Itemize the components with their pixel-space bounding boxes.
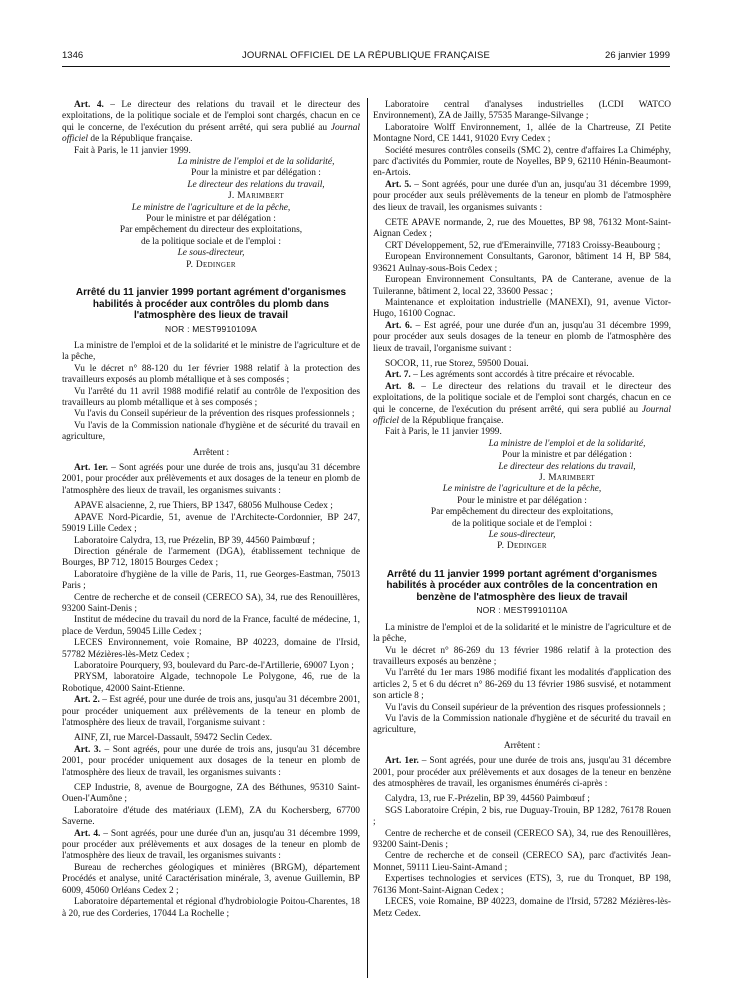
list-item: APAVE Nord-Picardie, 51, avenue de l'Architecte-Cordonnier, BP 247, 59019 Lille Cedex ; [62,512,360,535]
page-number: 1346 [62,50,84,61]
list-item: SGS Laboratoire Crépin, 2 bis, rue Duguay-Trouin, BP 1282, 76178 Rouen ; [373,805,671,828]
article-5: Art. 5. – Sont agréés, pour une durée d'un an, jusqu'au 31 décembre 1999, pour procéder aux seuls prélèvements de la teneur en plomb de l'atmosphère des lieux de travail, les organismes suivants : [373,179,672,213]
article-5-list [373,218,671,321]
nor-reference: NOR : MEST9910109A [165,323,257,334]
list-item: Centre de recherche et de conseil (CERECO SA), 34, rue des Renouillères, 93200 Saint-Denis ; [373,828,671,851]
list-item: Laboratoire Pourquery, 93, boulevard du Parc-de-l'Artillerie, 69007 Lyon ; [74,660,354,671]
list-item: Calydra, 13, rue F.-Prézelin, BP 39, 44560 Paimbœuf ; [385,794,590,805]
article-6: Art. 6. – Est agréé, pour une durée d'un an, jusqu'au 31 décembre 1999, pour procéder aux seuls dosages de la teneur en plomb de l'atmosphère des lieux de travail, l'organisme suivant : [373,320,671,354]
arretent: Arrêtent : [503,740,541,751]
list-item: Société mesures contrôles conseils (SMC 2), centre d'affaires La Chiméphy, parc d'activités du Pommier, route de Noyelles, BP 9, 62110 Hénin-Beaumont-en-Artois. [373,145,671,179]
list-item: Laboratoire départemental et régional d'hydrobiologie Poitou-Charentes, 18 à 20, rue des Corderies, 17044 La Rochelle ; [62,897,360,919]
list-item: CRT Développement, 52, rue d'Emerainville, 77183 Croissy-Beaubourg ; [385,240,661,251]
article-8: Art. 8. – Le directeur des relations du travail et le directeur des exploitations, de la politique sociale et de l'emploi sont chargés, chacun en ce qui le concerne, de l'exécution du présent arrêté, qui sera publié au Journal officiel de la République française. [373,381,671,426]
list-item: SOCOR, 11, rue Storez, 59500 Douai. [385,358,529,369]
article-4: Art. 4. – Sont agréés, pour une durée d'un an, jusqu'au 31 décembre 1999, pour procéder aux prélèvements et aux dosages de la teneur en plomb de l'atmosphère des lieux de travail, les organismes suivants : [62,828,361,862]
list-item: Expertises technologies et services (ETS), 3, rue du Tronquet, BP 198, 76136 Mont-Saint-Aignan Cedex ; [373,874,671,896]
list-item: Laboratoire d'hygiène de la ville de Paris, 11, rue Georges-Eastman, 75013 Paris ; [62,569,360,592]
list-item: Centre de recherche et de conseil (CERECO SA), 34, rue des Renouillères, 93200 Saint-Denis ; [62,592,360,614]
journal-title: JOURNAL OFFICIEL DE LA RÉPUBLIQUE FRANÇAISE [241,50,491,61]
list-item: LECES Environnement, voie Romaine, BP 40223, domaine de l'Irsid, 57782 Mézières-lès-Metz Cedex ; [62,638,360,660]
left-column [62,100,360,920]
article-1-list [373,794,671,919]
list-item: AINF, ZI, rue Marcel-Dassault, 59472 Seclin Cedex. [74,733,273,744]
right-column [373,100,671,920]
column-divider [367,98,368,978]
list-item: Laboratoire Wolff Environnement, 1, allée de la Chartreuse, ZI Petite Montagne Nord, CE 1441, 91020 Evry Cedex ; [373,122,671,145]
article-1-list [62,501,360,695]
signature-block-1: La ministre de l'emploi et de la solidarité, Pour la ministre et par délégation : Le directeur des relations du travail, J. Marimbert Le ministre de l'agriculture et de la pêche, Pour le ministre et par délégation : Par empêchement du directeur des exploitations, de la politique sociale et de l'emploi : Le sous-directeur, P. Dedinger [119,157,335,270]
article-2: Art. 2. – Est agréé, pour une durée de trois ans, jusqu'au 31 décembre 2001, pour procéder uniquement aux prélèvements de la teneur en plomb de l'atmosphère des lieux de travail, l'organisme suivant : [62,695,360,728]
article-7: Art. 7. – Les agréments sont accordés à titre précaire et révocable. [385,370,635,381]
list-item: Laboratoire d'étude des matériaux (LEM), ZA du Kochersberg, 67700 Saverne. [62,805,360,828]
list-item: CETE APAVE normande, 2, rue des Mouettes, BP 98, 76132 Mont-Saint-Aignan Cedex ; [373,218,671,240]
header-rule [62,66,670,67]
preamble: La ministre de l'emploi et de la solidarité et le ministre de l'agriculture et de la pêche, Vu le décret n° 88-120 du 1er février 1988 relatif à la protection des travailleurs exposés au plomb métallique et à ses composés ; Vu l'arrêté du 11 avril 1988 modifié relatif au contrôle de l'exposition des travailleurs au plomb métallique et à ses composés ; Vu l'avis du Conseil supérieur de la prévention des risques professionnels ; Vu l'avis de la Commission nationale d'hygiène et de sécurité du travail en agriculture, [62,341,360,443]
list-item: European Environnement Consultants, Garonor, bâtiment 14 H, BP 584, 93621 Aulnay-sous-Bois Cedex ; [373,252,671,274]
decree-title-lead: Arrêté du 11 janvier 1999 portant agrément d'organismes habilités à procéder aux contrôles du plomb dans l'atmosphère des lieux de travail [75,287,347,322]
page-header [62,50,670,66]
arretent: Arrêtent : [192,447,230,458]
list-item: Laboratoire Calydra, 13, rue Prézelin, BP 39, 44560 Paimbœuf ; [74,535,316,546]
article-1: Art. 1er. – Sont agréés, pour une durée de trois ans, jusqu'au 31 décembre 2001, pour procéder aux prélèvements et aux dosages de la teneur en benzène des atmosphères de travail, les organismes énumérés ci-après : [373,756,671,790]
list-item: Institut de médecine du travail du nord de la France, faculté de médecine, 1, place de Verdun, 59045 Lille Cedex ; [62,615,360,637]
list-item: Maintenance et exploitation industrielle (MANEXI), 91, avenue Victor-Hugo, 16100 Cognac. [373,297,671,320]
list-item: APAVE alsacienne, 2, rue Thiers, BP 1347, 68056 Mulhouse Cedex ; [74,501,333,512]
preamble: La ministre de l'emploi et de la solidarité et le ministre de l'agriculture et de la pêche, Vu le décret n° 86-269 du 13 février 1986 relatif à la protection des travailleurs exposés au benzène ; Vu l'arrêté du 1er mars 1986 modifié fixant les modalités d'application des articles 2, 5 et 6 du décret n° 86-269 du 13 février 1986 susvisé, et notamment son article 8 ; Vu l'avis du Conseil supérieur de la prévention des risques professionnels ; Vu l'avis de la Commission nationale d'hygiène et de sécurité du travail en agriculture, [373,622,671,736]
issue-date: 26 janvier 1999 [605,50,670,61]
article-4-list-continued [373,100,671,180]
article-4-previous: Art. 4. – Le directeur des relations du travail et le directeur des exploitations, de la politique sociale et de l'emploi sont chargés, chacun en ce qui le concerne, de l'exécution du présent arrêté, qui sera publié au Journal officiel de la République française. [62,100,360,145]
list-item: Laboratoire central d'analyses industrielles (LCDI WATCO Environnement), ZA de Jailly, 57535 Marange-Silvange ; [373,100,671,122]
decree-title-benzene: Arrêté du 11 janvier 1999 portant agrément d'organismes habilités à procéder aux contrôles de la concentration en benzène de l'atmosphère des lieux de travail [386,568,658,603]
article-3: Art. 3. – Sont agréés, pour une durée de trois ans, jusqu'au 31 décembre 2001, pour procéder uniquement aux dosages de la teneur en plomb de l'atmosphère des lieux de travail, les organismes suivants : [62,744,360,778]
fait-a-paris: Fait à Paris, le 11 janvier 1999. [385,427,502,438]
list-item: Bureau de recherches géologiques et minières (BRGM), département Procédés et analyse, unité Caractérisation minérale, 3, avenue Guillemin, BP 6009, 45060 Orléans Cedex 2 ; [62,862,360,896]
nor-reference: NOR : MEST9910110A [476,605,568,616]
list-item: LECES, voie Romaine, BP 40223, domaine de l'Irsid, 57282 Mézières-lès-Metz Cedex. [373,897,671,919]
signature-block-2: La ministre de l'emploi et de la solidarité, Pour la ministre et par délégation : Le directeur des relations du travail, J. Marimbert Le ministre de l'agriculture et de la pêche, Pour le ministre et par délégation : Par empêchement du directeur des exploitations, de la politique sociale et de l'emploi : Le sous-directeur, P. Dedinger [430,438,646,552]
fait-a-paris: Fait à Paris, le 11 janvier 1999. [74,145,191,156]
list-item: Centre de recherche et de conseil (CERECO SA), parc d'activités Jean-Monnet, 59111 Lieu-Saint-Amand ; [373,851,671,873]
list-item: PRYSM, laboratoire Algade, technopole Le Polygone, 46, rue de la Robotique, 42000 Saint-Etienne. [62,672,360,694]
list-item: CEP Industrie, 8, avenue de Bourgogne, ZA des Béthunes, 95310 Saint-Ouen-l'Aumône ; [62,783,360,805]
article-1: Art. 1er. – Sont agréés pour une durée de trois ans, jusqu'au 31 décembre 2001, pour procéder aux prélèvements et aux dosages de la teneur en plomb de l'atmosphère des lieux de travail, les organismes suivants : [62,463,360,496]
list-item: European Environnement Consultants, PA de Canterane, avenue de la Tuileranne, bâtiment 2, local 22, 33600 Pessac ; [373,275,671,297]
list-item: Direction générale de l'armement (DGA), établissement technique de Bourges, BP 712, 18015 Bourges Cedex ; [62,546,360,569]
